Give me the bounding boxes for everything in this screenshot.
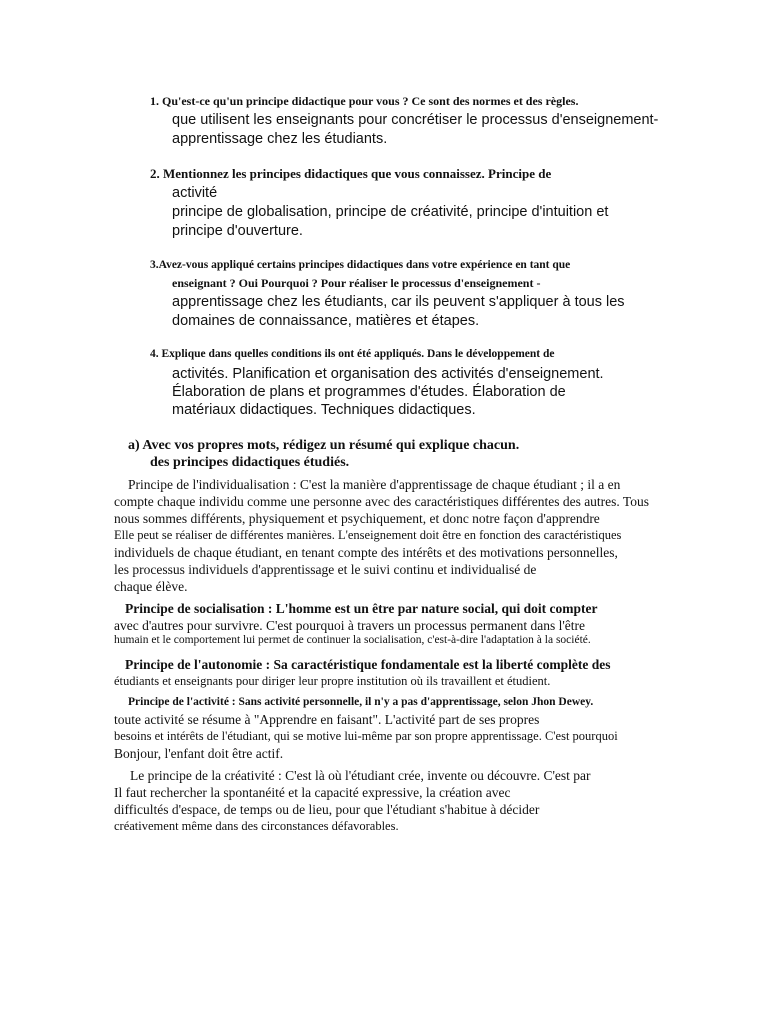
section-a-heading-line-2: des principes didactiques étudiés. [150, 455, 350, 470]
section-a-heading: a) Avec vos propres mots, rédigez un résumé qui explique chacun. [128, 438, 520, 453]
answer-1-line-1: que utilisent les enseignants pour concrétiser le processus d'enseignement- [172, 112, 659, 128]
answer-2-line-1: activité [172, 185, 218, 201]
answer-2-line-2: principe de globalisation, principe de créativité, principe d'intuition et [172, 204, 609, 220]
activite-line-2: toute activité se résume à "Apprendre en faisant". L'activité part de ses propres [114, 712, 540, 727]
individualisation-line-6: les processus individuels d'apprentissage et le suivi continu et individualisé de [114, 562, 537, 577]
question-3-heading-2: enseignant ? Oui Pourquoi ? Pour réaliser le processus d'enseignement - [172, 276, 541, 290]
answer-4-line-1: activités. Planification et organisation des activités d'enseignement. [172, 366, 604, 382]
individualisation-line-1: Principe de l'individualisation : C'est la manière d'apprentissage de chaque étudiant ; il a en [128, 477, 621, 492]
question-4-heading: 4. Explique dans quelles conditions ils ont été appliqués. Dans le développement de [150, 348, 555, 360]
activite-line-1: Principe de l'activité : Sans activité personnelle, il n'y a pas d'apprentissage, selon Jhon Dewey. [128, 696, 594, 708]
answer-4-line-2: Élaboration de plans et programmes d'études. Élaboration de [172, 384, 566, 400]
activite-line-4: Bonjour, l'enfant doit être actif. [114, 746, 284, 761]
individualisation-line-4: Elle peut se réaliser de différentes manières. L'enseignement doit être en fonction des caractéristiques [114, 528, 622, 542]
creativite-line-2: Il faut rechercher la spontanéité et la capacité expressive, la création avec [114, 785, 511, 800]
question-3-heading: 3.Avez-vous appliqué certains principes didactiques dans votre expérience en tant que [150, 259, 571, 271]
answer-2-line-3: principe d'ouverture. [172, 223, 303, 239]
question-2-heading: 2. Mentionnez les principes didactiques que vous connaissez. Principe de [150, 166, 552, 181]
individualisation-line-5: individuels de chaque étudiant, en tenant compte des intérêts et des motivations personnelles, [114, 545, 618, 560]
answer-4-line-3: matériaux didactiques. Techniques didactiques. [172, 402, 476, 418]
answer-3-line-2: domaines de connaissance, matières et étapes. [172, 313, 480, 329]
creativite-line-1: Le principe de la créativité : C'est là où l'étudiant crée, invente ou découvre. C'est par [130, 768, 591, 783]
individualisation-line-3: nous sommes différents, physiquement et psychiquement, et donc notre façon d'apprendre [114, 511, 600, 526]
creativite-line-3: difficultés d'espace, de temps ou de lieu, pour que l'étudiant s'habitue à décider [114, 802, 540, 817]
socialisation-line-3: humain et le comportement lui permet de continuer la socialisation, c'est-à-dire l'adaptation à la société. [114, 634, 591, 646]
answer-3-line-1: apprentissage chez les étudiants, car ils peuvent s'appliquer à tous les [172, 294, 625, 310]
autonomie-line-1: Principe de l'autonomie : Sa caractéristique fondamentale est la liberté complète des [125, 657, 611, 672]
activite-line-3: besoins et intérêts de l'étudiant, qui se motive lui-même par son propre apprentissage. C'est pourquoi [114, 729, 618, 743]
creativite-line-4: créativement même dans des circonstances défavorables. [114, 819, 399, 833]
question-1-heading: 1. Qu'est-ce qu'un principe didactique pour vous ? Ce sont des normes et des règles. [150, 94, 579, 108]
answer-1-line-2: apprentissage chez les étudiants. [172, 131, 388, 147]
socialisation-line-1: Principe de socialisation : L'homme est un être par nature social, qui doit compter [125, 601, 598, 616]
socialisation-line-2: avec d'autres pour survivre. C'est pourquoi à travers un processus permanent dans l'être [114, 618, 586, 633]
individualisation-line-7: chaque élève. [114, 579, 188, 594]
individualisation-line-2: compte chaque individu comme une personne avec des caractéristiques différentes des autres. Tous [114, 494, 649, 509]
autonomie-line-2: étudiants et enseignants pour diriger leur propre institution où ils travaillent et étudient. [114, 674, 551, 688]
